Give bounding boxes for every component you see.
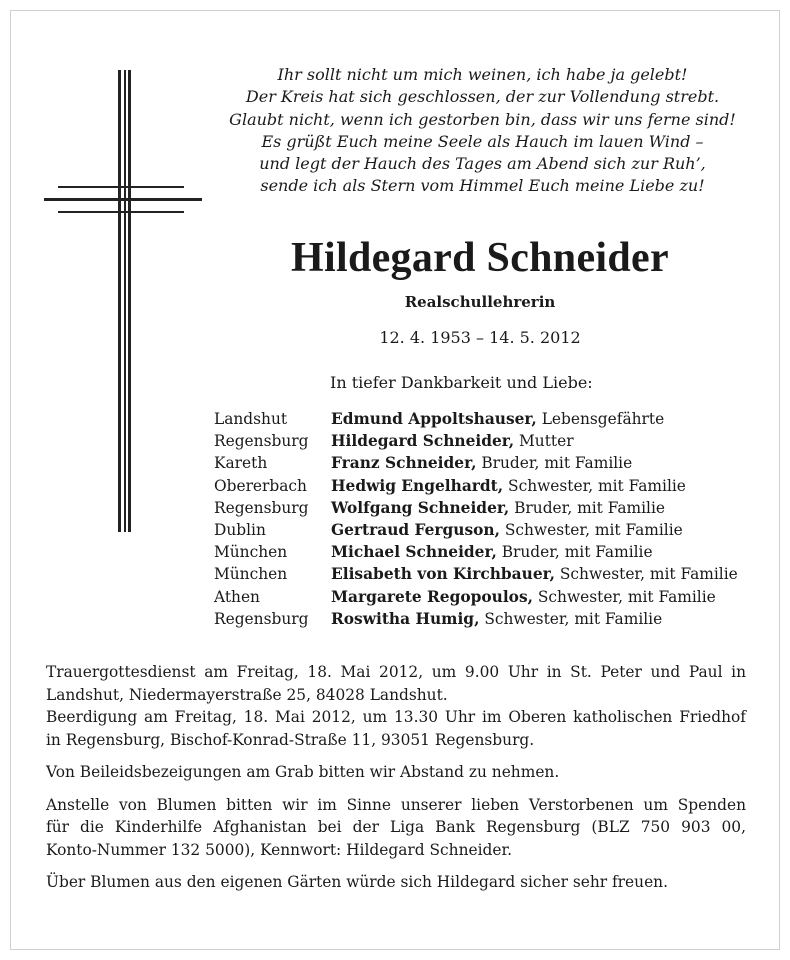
poem bbox=[205, 64, 760, 198]
poem-line: Glaubt nicht, wenn ich gestorben bin, dass wir uns ferne sind! bbox=[229, 109, 736, 129]
mourner-name: Edmund Appoltshauser, bbox=[331, 410, 537, 428]
mourner-relation: Mutter bbox=[514, 432, 574, 451]
service-line: Beerdigung am Freitag, 18. Mai 2012, um 13.30 Uhr im Oberen katholischen Friedhof bbox=[46, 708, 746, 726]
mourner-place: Kareth bbox=[214, 454, 268, 473]
donation-line: Konto-Nummer 132 5000), Kennwort: Hildegard Schneider. bbox=[46, 840, 513, 859]
mourner-relation: Schwester, mit Familie bbox=[479, 609, 663, 628]
mourner-name: Roswitha Humig, bbox=[331, 609, 480, 628]
mourner-name: Wolfgang Schneider, bbox=[331, 498, 510, 517]
mourner-row bbox=[214, 497, 738, 519]
mourner-relation: Bruder, mit Familie bbox=[509, 498, 665, 517]
gratitude-line: In tiefer Dankbarkeit und Liebe: bbox=[330, 373, 593, 392]
service-line: in Regensburg, Bischof-Konrad-Straße 11, 93051 Regensburg. bbox=[46, 730, 535, 749]
mourner-place: Regensburg bbox=[214, 432, 309, 451]
service-info bbox=[46, 661, 746, 751]
mourner-name: Hedwig Engelhardt, bbox=[331, 476, 504, 495]
mourner-row bbox=[214, 430, 738, 452]
mourner-row bbox=[214, 586, 738, 608]
mourner-row bbox=[214, 475, 738, 497]
donation-line: Anstelle von Blumen bitten wir im Sinne unserer lieben Verstorbenen um Spenden bbox=[46, 795, 746, 814]
notice-body bbox=[46, 661, 746, 894]
donation-line: für die Kinderhilfe Afghanistan bei der Liga Bank Regensburg (BLZ 750 903 00, bbox=[46, 818, 746, 836]
cross-icon bbox=[40, 70, 202, 532]
mourner-relation: Schwester, mit Familie bbox=[554, 565, 738, 584]
mourner-name: Hildegard Schneider, bbox=[331, 432, 515, 451]
life-dates: 12. 4. 1953 – 14. 5. 2012 bbox=[379, 328, 581, 347]
poem-line: sende ich als Stern vom Himmel Euch meine Liebe zu! bbox=[260, 176, 705, 196]
mourner-place: Regensburg bbox=[214, 498, 309, 517]
mourner-relation: Schwester, mit Familie bbox=[499, 520, 683, 539]
donation-info bbox=[46, 794, 746, 862]
mourner-place: Dublin bbox=[214, 520, 266, 539]
mourner-relation: Schwester, mit Familie bbox=[503, 476, 686, 495]
mourner-name: Elisabeth von Kirchbauer, bbox=[331, 565, 555, 584]
mourner-name: Franz Schneider, bbox=[331, 454, 477, 473]
poem-line: und legt der Hauch des Tages am Abend sich zur Ruh’, bbox=[259, 154, 706, 174]
mourner-row bbox=[214, 519, 738, 541]
mourner-name: Gertraud Ferguson, bbox=[331, 520, 500, 539]
mourner-place: Landshut bbox=[214, 410, 288, 428]
service-line: Landshut, Niedermayerstraße 25, 84028 Landshut. bbox=[46, 685, 448, 704]
mourner-place: Athen bbox=[214, 587, 260, 606]
poem-line: Ihr sollt nicht um mich weinen, ich habe ja gelebt! bbox=[277, 65, 688, 84]
mourner-row bbox=[214, 608, 738, 630]
mourner-relation: Schwester, mit Familie bbox=[532, 587, 716, 606]
mourner-row bbox=[214, 452, 738, 474]
condolence-note: Von Beileidsbezeigungen am Grab bitten wir Abstand zu nehmen. bbox=[46, 763, 560, 781]
mourner-relation: Bruder, mit Familie bbox=[476, 454, 633, 473]
mourner-name: Michael Schneider, bbox=[331, 543, 497, 562]
flowers-note: Über Blumen aus den eigenen Gärten würde sich Hildegard sicher sehr freuen. bbox=[46, 873, 668, 891]
mourner-row bbox=[214, 408, 738, 430]
mourner-place: Regensburg bbox=[214, 609, 309, 628]
mourner-relation: Bruder, mit Familie bbox=[496, 543, 653, 562]
mourner-row bbox=[214, 541, 738, 563]
poem-line: Es grüßt Euch meine Seele als Hauch im lauen Wind – bbox=[261, 131, 704, 151]
mourner-place: München bbox=[214, 565, 288, 584]
mourner-place: München bbox=[214, 543, 288, 562]
service-line: Trauergottesdienst am Freitag, 18. Mai 2012, um 9.00 Uhr in St. Peter und Paul in bbox=[46, 663, 746, 681]
mourner-list bbox=[214, 408, 738, 630]
mourner-place: Obererbach bbox=[214, 476, 307, 495]
mourner-row bbox=[214, 563, 738, 585]
poem-line: Der Kreis hat sich geschlossen, der zur Vollendung strebt. bbox=[245, 87, 720, 107]
mourner-name: Margarete Regopoulos, bbox=[331, 587, 533, 606]
deceased-name: Hildegard Schneider bbox=[291, 235, 669, 281]
deceased-profession: Realschullehrerin bbox=[404, 293, 556, 311]
mourner-relation: Lebensgefährte bbox=[536, 410, 665, 428]
